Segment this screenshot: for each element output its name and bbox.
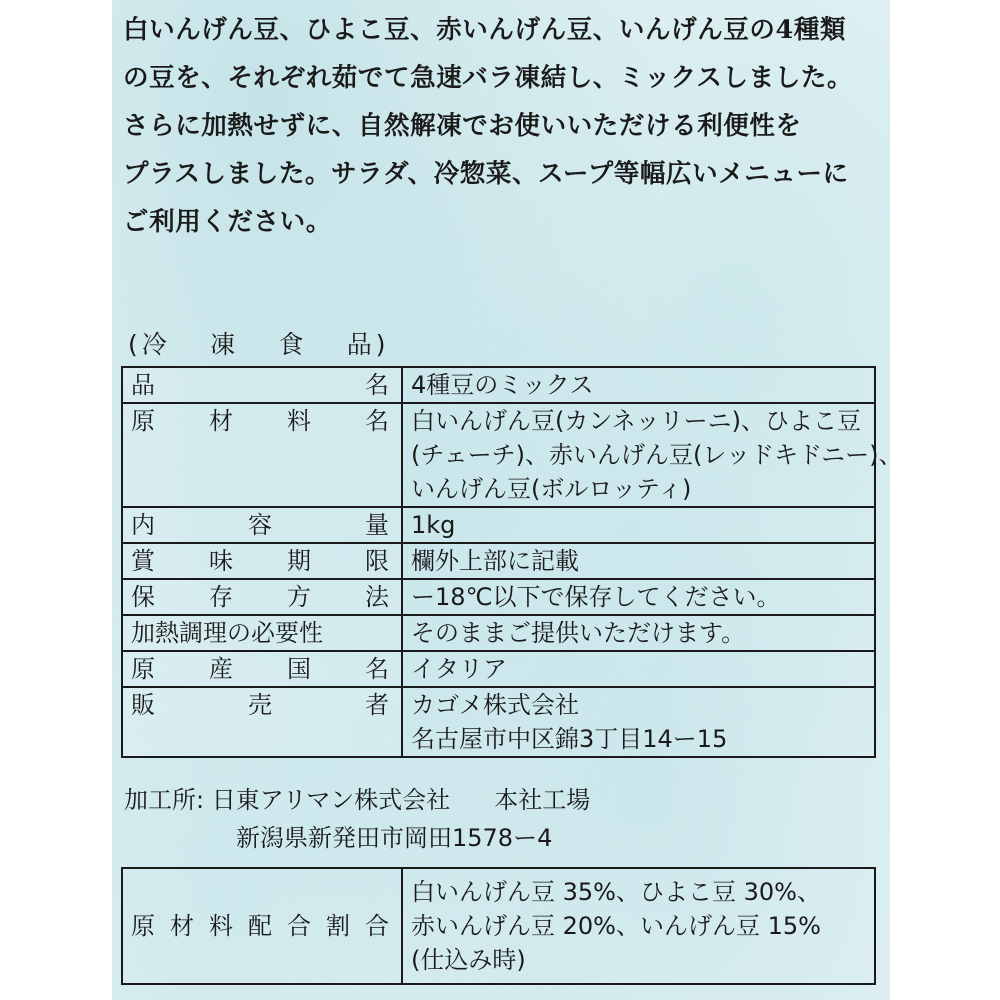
label-char: 存 — [209, 583, 233, 611]
processing-plant-address: 新潟県新発田市岡田1578ー4 — [236, 824, 553, 852]
label-char: 売 — [248, 691, 272, 719]
label-char: 原 — [131, 912, 155, 940]
table-row — [122, 651, 875, 687]
value-line: イタリア — [411, 655, 507, 683]
intro-line: 白いんげん豆、ひよこ豆、赤いんげん豆、いんげん豆の4種類 — [123, 15, 847, 45]
label-char: 量 — [365, 511, 389, 539]
label-char: 料 — [209, 912, 233, 940]
row-label-product-name — [122, 367, 402, 403]
row-label-storage — [122, 579, 402, 615]
processing-plant-label: 加工所: — [124, 786, 205, 814]
label-char: 限 — [365, 547, 389, 575]
label-char: 販 — [131, 691, 155, 719]
value-line: 白いんげん豆(カンネッリーニ)、ひよこ豆 — [411, 407, 862, 435]
category-char: 冷 — [141, 330, 167, 359]
table-row — [122, 615, 875, 651]
label-char: 名 — [365, 371, 389, 399]
label-char: 料 — [287, 407, 311, 435]
value-line: 白いんげん豆 35%、ひよこ豆 30%、 — [411, 878, 821, 906]
row-label-best-before — [122, 543, 402, 579]
table-row — [122, 507, 875, 543]
label-char: 内 — [131, 511, 155, 539]
row-value-net-content — [402, 507, 875, 543]
value-line: 欄外上部に記載 — [411, 547, 579, 575]
label-char: 割 — [326, 912, 350, 940]
value-line: 赤いんげん豆 20%、いんげん豆 15% — [411, 912, 821, 940]
label-char: 者 — [365, 691, 389, 719]
value-line: (チェーチ)、赤いんげん豆(レッドキドニー)、 — [411, 441, 903, 469]
value-line: 4種豆のミックス — [411, 371, 594, 399]
table-row — [122, 543, 875, 579]
label-char: 原 — [131, 655, 155, 683]
table-row — [122, 868, 875, 984]
label-text: 加熱調理の必要性 — [131, 619, 323, 647]
table-row — [122, 687, 875, 757]
intro-line: プラスしました。サラダ、冷惣菜、スープ等幅広いメニューに — [123, 159, 849, 189]
label-char: 原 — [131, 407, 155, 435]
row-value-seller — [402, 687, 875, 757]
label-char: 材 — [170, 912, 194, 940]
label-char: 合 — [365, 912, 389, 940]
label-char: 材 — [209, 407, 233, 435]
row-value-best-before — [402, 543, 875, 579]
row-value-ingredients — [402, 403, 903, 507]
label-char: 方 — [287, 583, 311, 611]
row-value-origin — [402, 651, 875, 687]
processing-factory-name: 本社工場 — [494, 786, 591, 814]
processing-company-name: 日東アリマン株式会社 — [211, 786, 451, 814]
category-close-paren: ) — [375, 330, 386, 359]
processing-plant-row — [124, 781, 590, 819]
intro-line: の豆を、それぞれ茹でて急速バラ凍結し、ミックスしました。 — [123, 63, 854, 93]
label-char: 名 — [365, 655, 389, 683]
value-line: ー18℃以下で保存してください。 — [411, 583, 781, 611]
label-char: 保 — [131, 583, 155, 611]
ingredient-ratio-table — [121, 867, 876, 985]
label-char: 味 — [209, 547, 233, 575]
row-value-cooking-required — [402, 615, 875, 651]
value-line: カゴメ株式会社 — [411, 691, 579, 719]
value-line: (仕込み時) — [411, 946, 526, 974]
category-char: 品 — [346, 330, 372, 359]
row-label-ingredients — [122, 403, 402, 507]
label-char: 名 — [365, 407, 389, 435]
value-line: 名古屋市中区錦3丁目14ー15 — [411, 725, 728, 753]
label-char: 法 — [365, 583, 389, 611]
label-char: 品 — [131, 371, 155, 399]
category-char: 凍 — [210, 330, 236, 359]
value-line: いんげん豆(ボルロッティ) — [411, 475, 692, 503]
row-label-cooking-required — [122, 615, 402, 651]
label-char: 国 — [287, 655, 311, 683]
table-row — [122, 403, 875, 507]
product-spec-table — [121, 366, 903, 758]
row-value-product-name — [402, 367, 875, 403]
intro-description — [123, 6, 883, 246]
category-char: 食 — [278, 330, 304, 359]
category-text — [142, 327, 372, 363]
value-line: そのままご提供いただけます。 — [411, 619, 746, 647]
label-char: 期 — [287, 547, 311, 575]
category-heading — [128, 327, 386, 363]
table-row — [122, 579, 875, 615]
value-line: 1kg — [411, 511, 456, 539]
label-char: 産 — [209, 655, 233, 683]
intro-line: さらに加熱せずに、自然解凍でお使いいただける利便性を — [123, 111, 802, 141]
intro-line: ご利用ください。 — [123, 207, 332, 237]
table-row — [122, 367, 875, 403]
label-char: 容 — [248, 511, 272, 539]
ratio-values — [402, 868, 875, 984]
row-value-storage — [402, 579, 875, 615]
label-char: 配 — [248, 912, 272, 940]
category-open-paren: ( — [128, 330, 138, 359]
row-label-origin — [122, 651, 402, 687]
row-label-seller — [122, 687, 402, 757]
label-char: 賞 — [131, 547, 155, 575]
label-char: 合 — [287, 912, 311, 940]
row-label-net-content — [122, 507, 402, 543]
processing-plant-info — [124, 781, 590, 857]
ratio-label — [122, 868, 402, 984]
